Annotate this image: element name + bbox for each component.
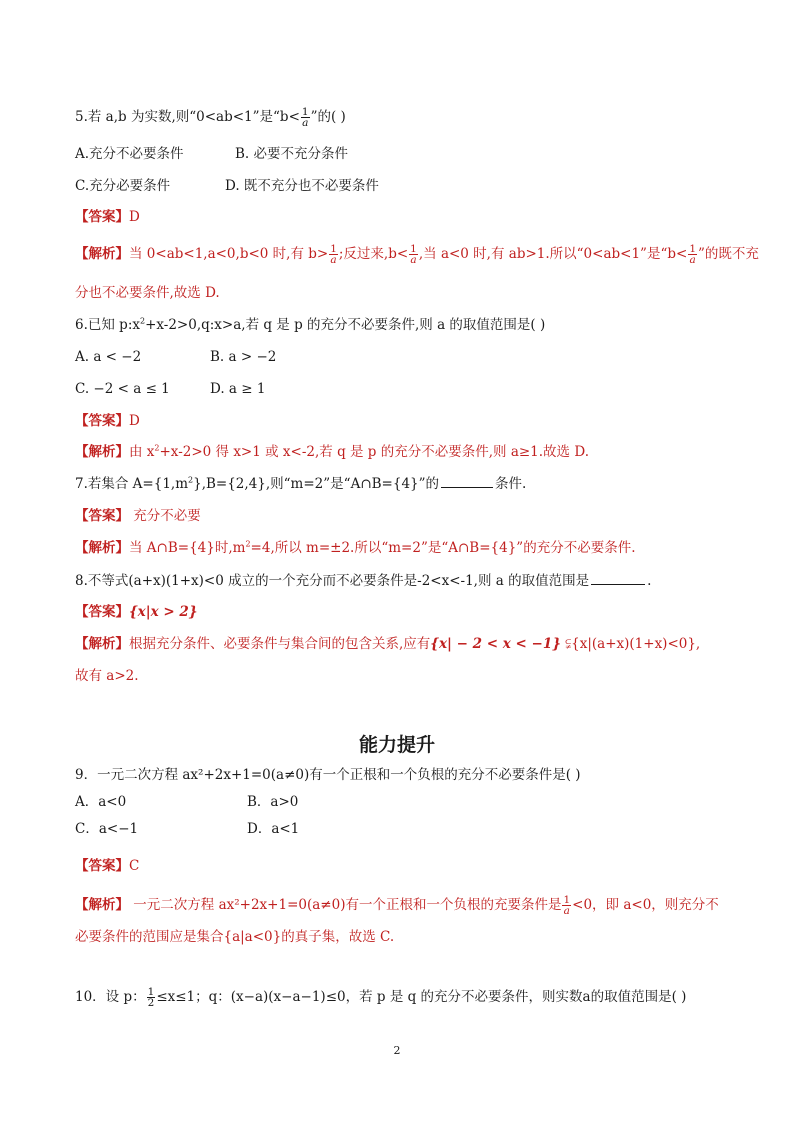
fraction-1-over-2: $\frac{1}{2}$ bbox=[147, 986, 155, 1009]
q9-options-row1 bbox=[75, 793, 299, 811]
q10-stem: 10．设 p： $\frac{1}{2}$ ≤x≤1；q：(x−a)(x−a−1)≤0，若 p 是 q 的充分不必要条件，则实数a的取值范围是( ) bbox=[75, 986, 687, 1009]
q5-options-row1 bbox=[75, 145, 349, 163]
fraction-1-over-a: $\frac{1}{a}$ bbox=[301, 106, 309, 129]
q5-option-b: B. 必要不充分条件 bbox=[235, 146, 349, 162]
q5-option-c: C.充分必要条件 bbox=[75, 178, 171, 194]
q5-explanation-line2: 分也不必要条件,故选 D. bbox=[75, 285, 220, 301]
q5-stem: 5.若 a,b 为实数,则“0<ab<1”是“b< $\frac{1}{a}$ ”的( ) bbox=[75, 106, 346, 129]
q9-stem: 9．一元二次方程 ax²+2x+1=0(a≠0)有一个正根和一个负根的充分不必要条件是( ) bbox=[75, 767, 581, 783]
q7-explanation: 【解析】当 A∩B={4}时$,m^2=4$,所以 m=±2.所以“m=2”是“A∩B={4}”的充分不必要条件. bbox=[75, 539, 636, 556]
q8-blank bbox=[591, 572, 645, 585]
q9-option-a: A．a<0 bbox=[75, 794, 127, 810]
q6-options-row1 bbox=[75, 348, 277, 366]
q8-explanation: 【解析】根据充分条件、必要条件与集合间的包含关系,应有{x| − 2 < x < −1} ⫋{x|(a+x)(1+x)<0}, bbox=[75, 636, 701, 652]
q6-explanation: 【解析】由 $x^2+x-2>0$ 得 x>1 或 x<-2,若 q 是 p 的充分不必要条件,则 a≥1.故选 D. bbox=[75, 443, 589, 460]
q9-explanation-line2: 必要条件的范围应是集合{a|a<0}的真子集，故选 C. bbox=[75, 929, 395, 945]
page-number: 2 bbox=[393, 1044, 401, 1057]
q6-option-d: D. a ≥ 1 bbox=[210, 381, 266, 397]
q9-explanation: 【解析】 一元二次方程 ax²+2x+1=0(a≠0)有一个正根和一个负根的充要条件是 $\frac{1}{a}$ <0，即 a<0，则充分不 bbox=[75, 894, 719, 917]
q5-answer: 【答案】D bbox=[75, 209, 140, 225]
q9-answer: 【答案】C bbox=[75, 858, 140, 874]
q9-option-c: C．a<−1 bbox=[75, 821, 139, 837]
q7-blank bbox=[441, 475, 493, 488]
q5-option-a: A.充分不必要条件 bbox=[75, 146, 184, 162]
q9-option-b: B．a>0 bbox=[247, 794, 299, 810]
q8-explanation-line2: 故有 a>2. bbox=[75, 668, 139, 684]
q6-answer: 【答案】D bbox=[75, 413, 140, 429]
q8-answer: 【答案】{x|x > 2} bbox=[75, 604, 198, 620]
q9-options-row2 bbox=[75, 820, 300, 838]
q8-stem: 8.不等式(a+x)(1+x)<0 成立的一个充分而不必要条件是-2<x<-1,则 a 的取值范围是 . bbox=[75, 573, 652, 589]
q6-option-c: C. −2 < a ≤ 1 bbox=[75, 381, 170, 397]
q5-option-d: D. 既不充分也不必要条件 bbox=[225, 178, 379, 194]
q7-stem: 7.若集合 $A=\{1,m^2\},B=\{2,4\}$,则“m=2”是“A∩B={4}”的 条件. bbox=[75, 475, 527, 492]
q9-option-d: D．a<1 bbox=[247, 821, 300, 837]
q6-option-b: B. a > −2 bbox=[210, 349, 277, 365]
q5-options-row2 bbox=[75, 177, 379, 195]
section-title: 能力提升 bbox=[358, 734, 435, 756]
q5-explanation: 【解析】当 0<ab<1,a<0,b<0 时,有 b> $\frac{1}{a}$ ;反过来,b< $\frac{1}{a}$ ,当 a<0 时,有 ab>1.所以“0<ab<1”是“b< $\frac{1}{a}$ ”的既不充 bbox=[75, 243, 759, 266]
q6-stem: 6.已知 $p:x^2+x-2>0,q:x>a$,若 q 是 p 的充分不必要条件,则 a 的取值范围是( ) bbox=[75, 316, 546, 333]
q7-answer: 【答案】 充分不必要 bbox=[75, 508, 201, 524]
q6-option-a: A. a < −2 bbox=[75, 349, 142, 365]
q6-options-row2 bbox=[75, 380, 266, 398]
